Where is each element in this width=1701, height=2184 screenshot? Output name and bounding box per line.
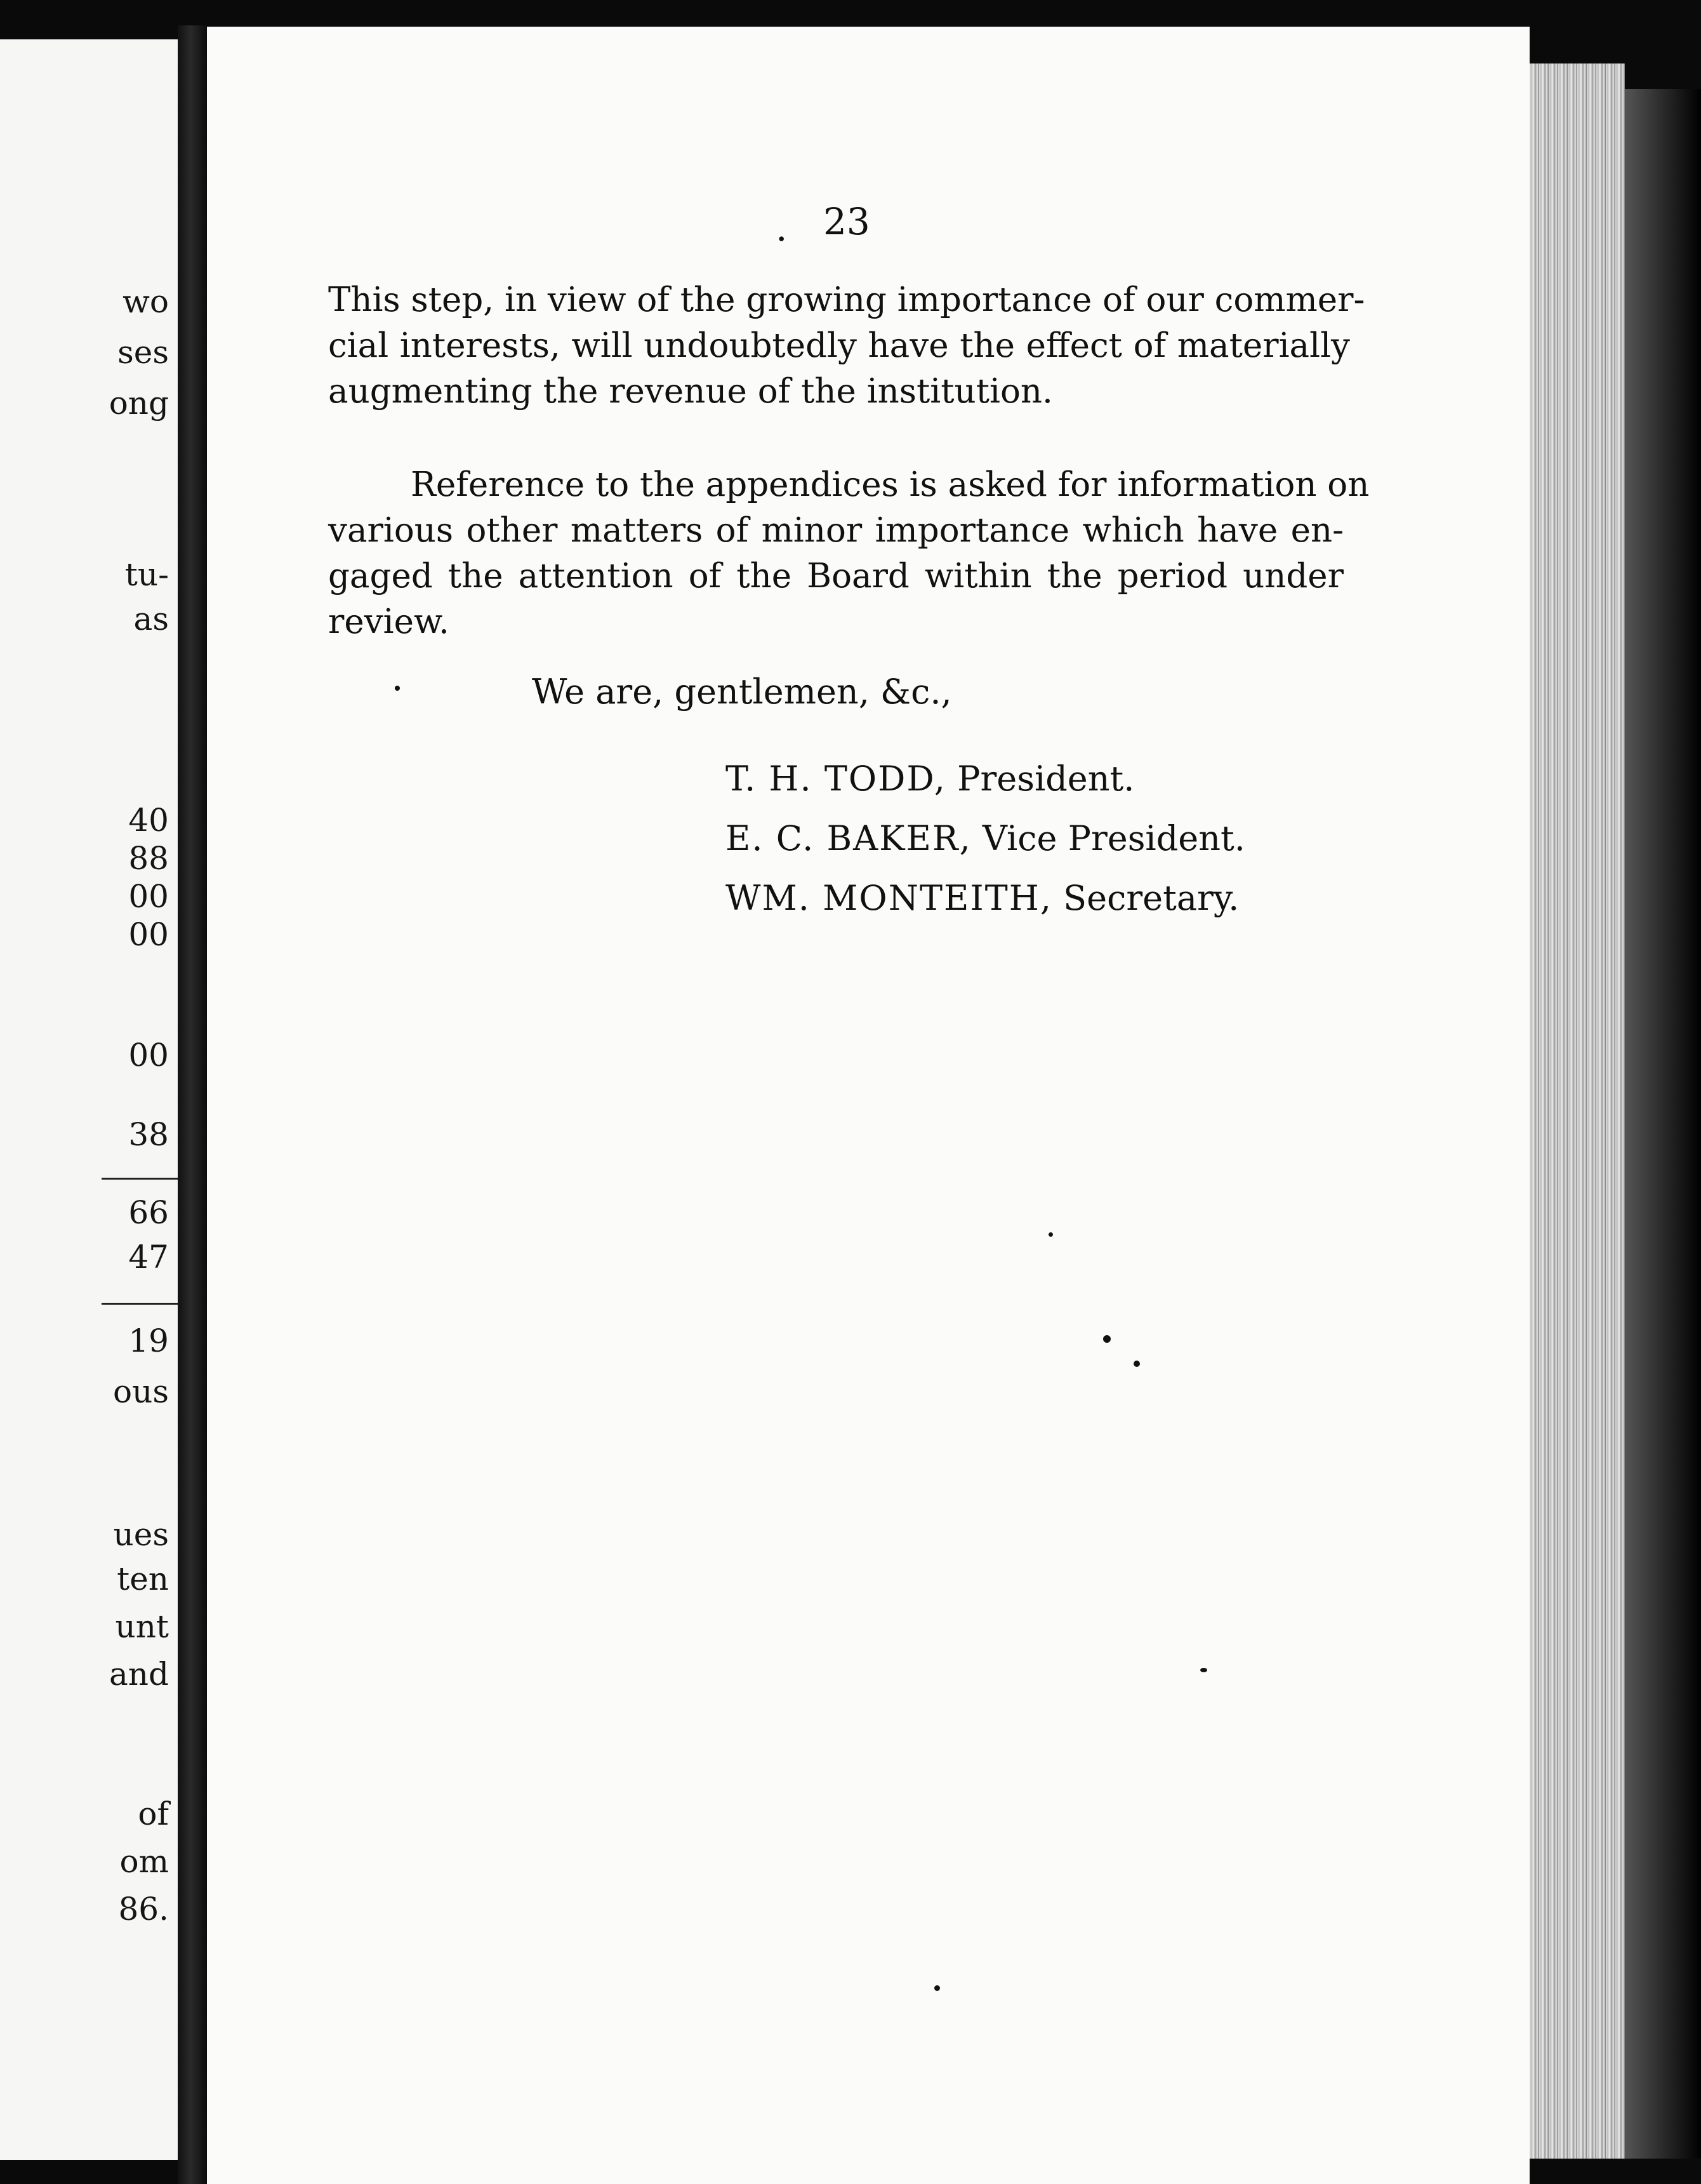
- left-page-text: ten: [117, 1561, 169, 1597]
- left-page-text: 40: [128, 802, 169, 839]
- paragraph-line: This step, in view of the growing importance of our commer-: [328, 281, 1365, 319]
- left-page-text: ses: [117, 334, 169, 371]
- left-page-text: ues: [113, 1516, 169, 1553]
- page-number-dot: .: [776, 206, 788, 250]
- left-page-rule: [102, 1303, 178, 1305]
- paragraph-line: various other matters of minor importance which have en-: [328, 511, 1344, 550]
- paragraph-line: cial interests, will undoubtedly have the effect of materially: [328, 326, 1350, 365]
- print-speck: [1049, 1232, 1053, 1237]
- left-page-text: 38: [128, 1116, 169, 1153]
- signatory-president: [725, 759, 1135, 799]
- left-page-text: 66: [128, 1194, 169, 1231]
- left-page-rule: [102, 1178, 178, 1180]
- left-page-text: 00: [128, 878, 169, 915]
- left-page-text: om: [119, 1843, 169, 1880]
- paragraph-line: review.: [328, 603, 449, 641]
- left-page-text: wo: [122, 283, 169, 320]
- left-page-text: ous: [113, 1373, 169, 1410]
- print-speck: [1134, 1361, 1140, 1367]
- paragraph-appendices: [328, 462, 1370, 645]
- book-cover-edge: [1625, 89, 1701, 2159]
- left-page-text: 00: [128, 1037, 169, 1074]
- left-page-text: 00: [128, 916, 169, 953]
- paragraph-line: Reference to the appendices is asked for information on: [411, 465, 1370, 504]
- left-page-fragment: [0, 39, 178, 2160]
- left-page-text: ong: [109, 385, 169, 422]
- signatory-title: President.: [957, 759, 1135, 799]
- signatory-title: Secretary.: [1063, 878, 1240, 918]
- left-page-text: unt: [115, 1608, 169, 1645]
- page-number: 23: [823, 200, 870, 243]
- print-speck: [934, 1985, 940, 1991]
- print-speck: [1200, 1668, 1207, 1672]
- left-page-text: tu-: [124, 556, 169, 593]
- signatory-name: E. C. BAKER,: [725, 818, 972, 858]
- paragraph-revenue: [328, 277, 1365, 415]
- signatory-title: Vice President.: [982, 818, 1245, 858]
- page-edges: [1530, 63, 1625, 2159]
- print-speck: [1103, 1335, 1111, 1343]
- paragraph-line: augmenting the revenue of the institution.: [328, 372, 1053, 411]
- left-page-text: of: [138, 1795, 169, 1832]
- signatory-vice-president: [725, 818, 1245, 858]
- left-page-text: 47: [128, 1239, 169, 1275]
- signatory-name: WM. MONTEITH,: [725, 878, 1052, 918]
- paragraph-line: gaged the attention of the Board within the period under: [328, 557, 1344, 596]
- left-page-text: as: [133, 601, 169, 637]
- left-page-text: 86.: [118, 1891, 169, 1928]
- closing-salutation: We are, gentlemen, &c.,: [532, 672, 952, 712]
- print-speck: [395, 686, 400, 691]
- signatory-name: T. H. TODD,: [725, 759, 946, 799]
- signatory-secretary: [725, 878, 1240, 918]
- left-page-text: and: [109, 1656, 169, 1693]
- book-gutter: [178, 25, 207, 2184]
- left-page-text: 88: [128, 840, 169, 877]
- left-page-text: 19: [128, 1322, 169, 1359]
